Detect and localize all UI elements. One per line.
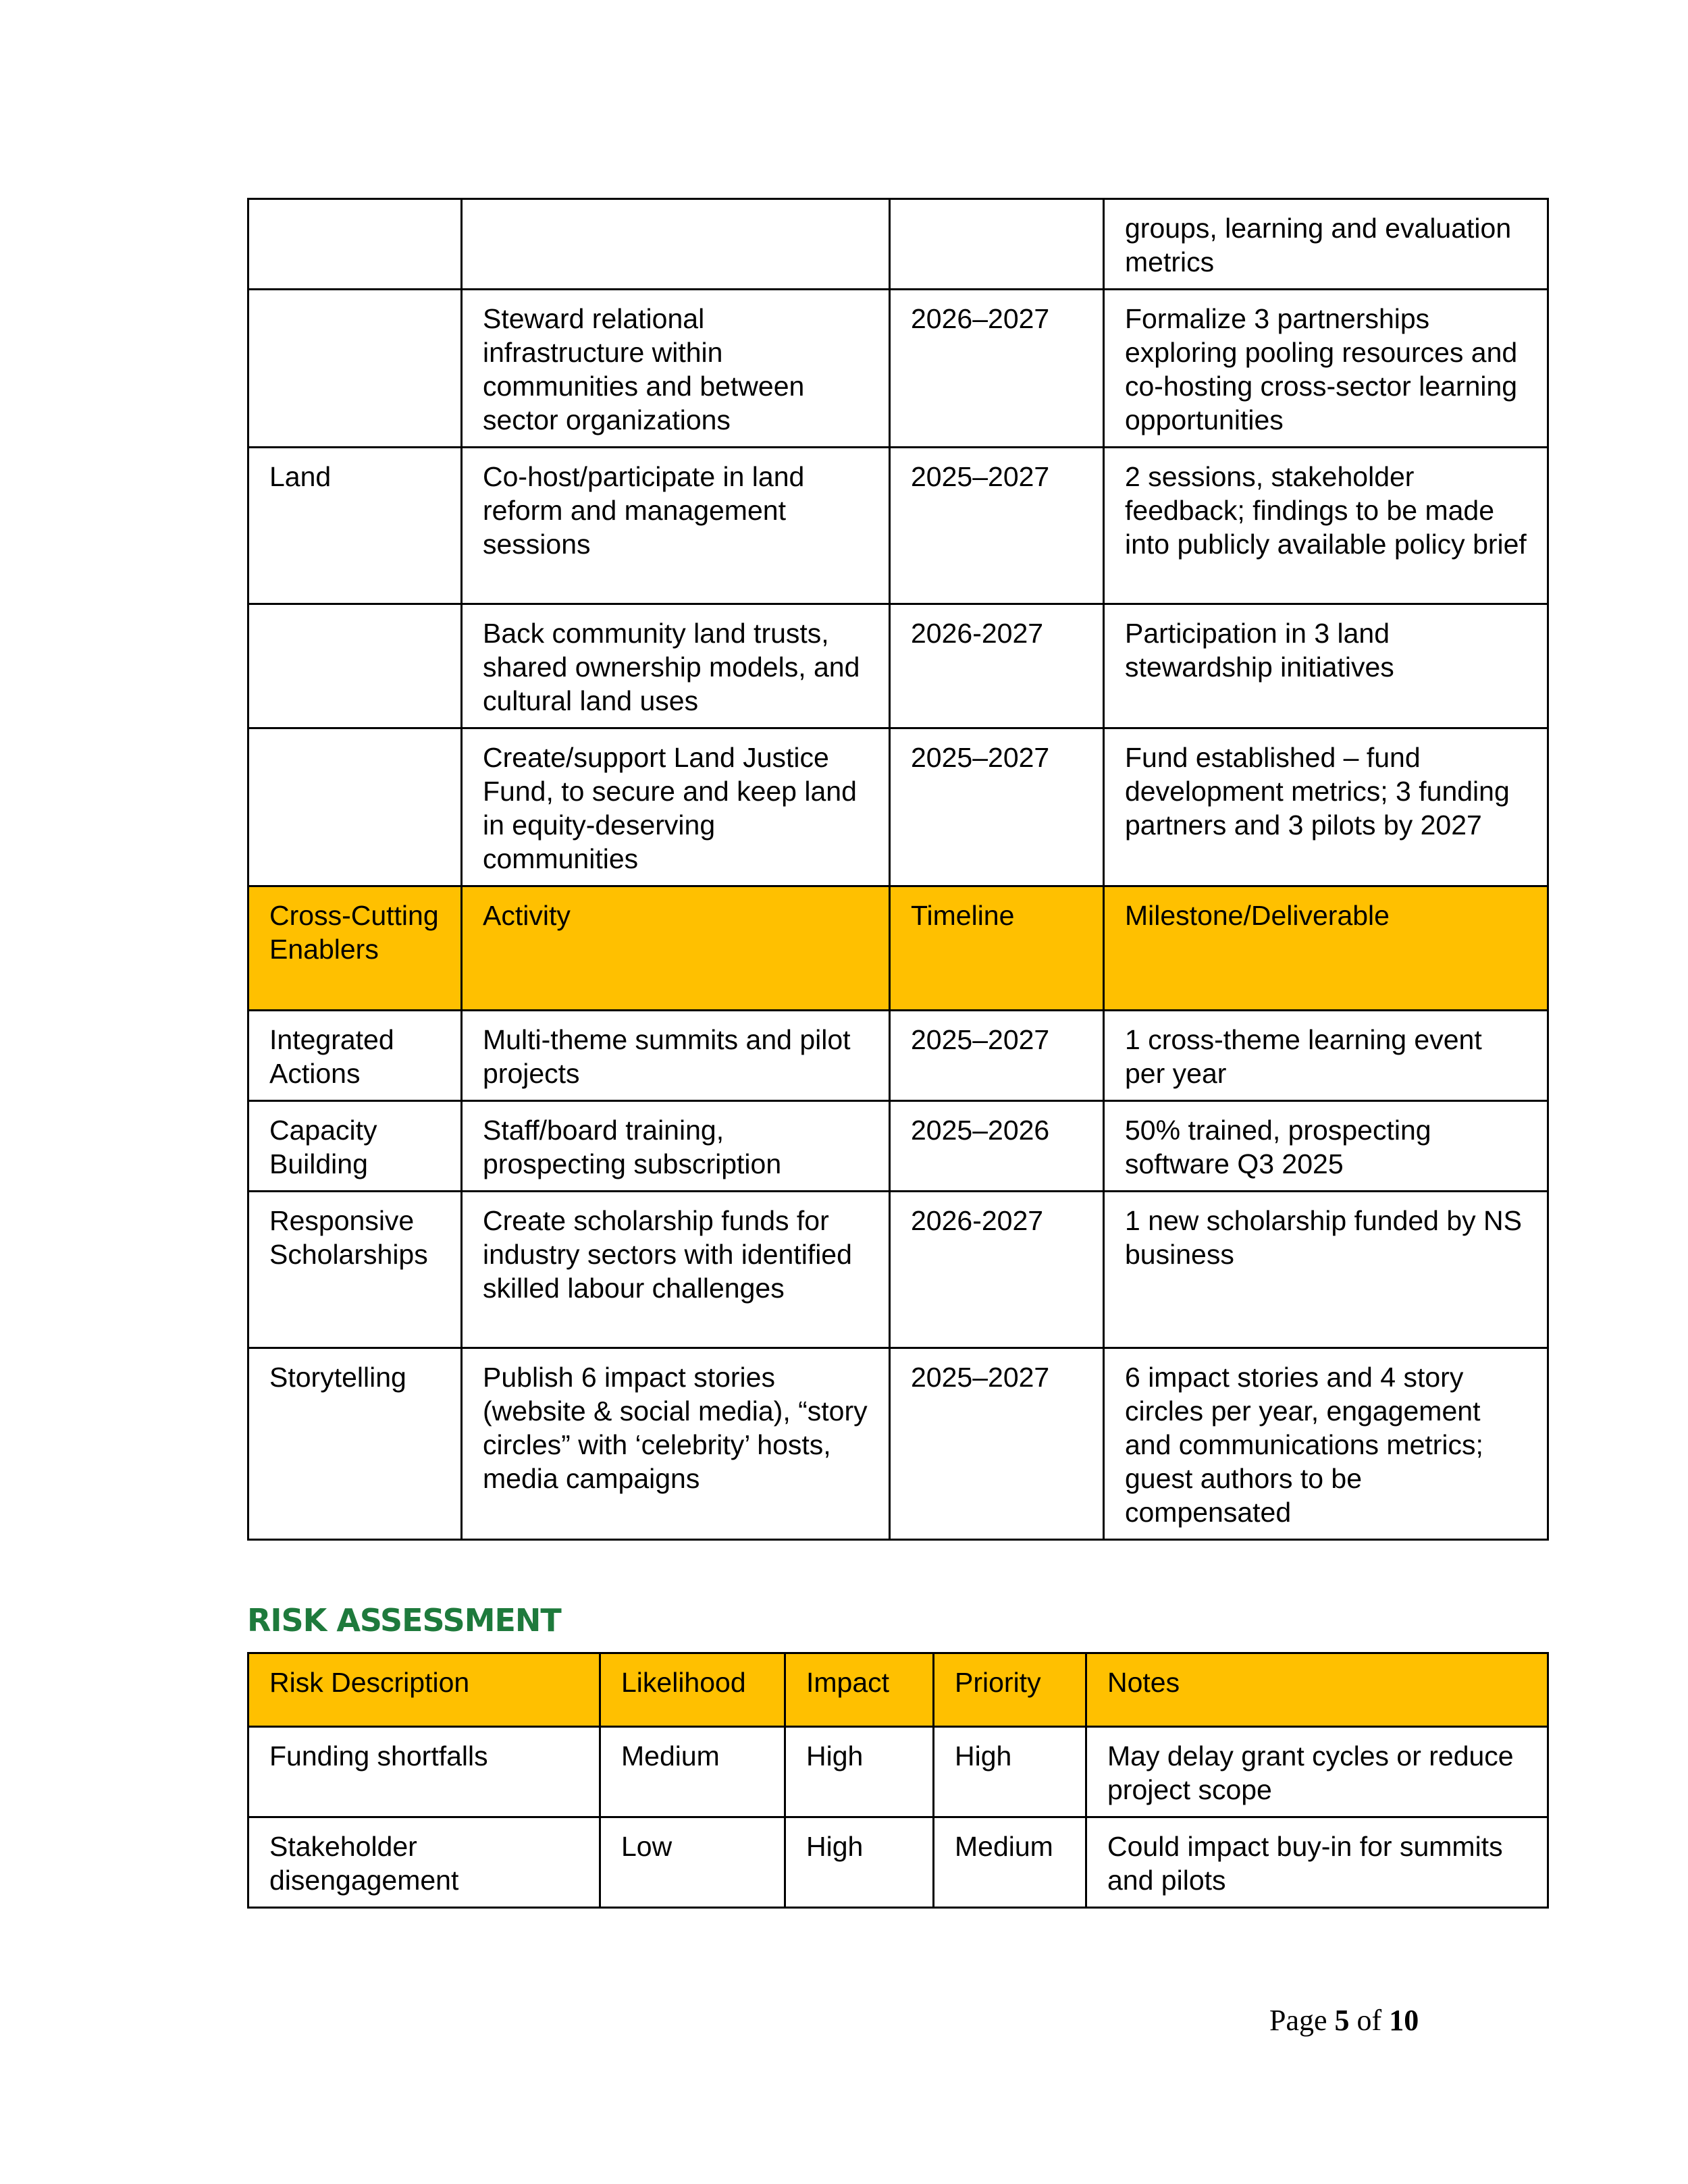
milestone-cell: groups, learning and evaluation metrics bbox=[1104, 199, 1548, 290]
activity-cell: Create scholarship funds for industry sectors with identified skilled labour challenges bbox=[462, 1192, 890, 1348]
table-row bbox=[248, 448, 1548, 604]
enablers-header-row bbox=[248, 886, 1548, 1011]
theme-cell: Land bbox=[248, 448, 462, 604]
timeline-cell bbox=[890, 199, 1104, 290]
timeline-cell: 2025–2026 bbox=[890, 1101, 1104, 1192]
page-label: Page bbox=[1269, 2004, 1327, 2037]
timeline-cell: 2026-2027 bbox=[890, 1192, 1104, 1348]
milestone-cell: 1 new scholarship funded by NS business bbox=[1104, 1192, 1548, 1348]
milestone-cell: 6 impact stories and 4 story circles per year, engagement and communications metrics; guest authors to be compensated bbox=[1104, 1348, 1548, 1540]
table-row bbox=[248, 1817, 1548, 1908]
activity-cell: Staff/board training, prospecting subscription bbox=[462, 1101, 890, 1192]
risk-notes-cell: May delay grant cycles or reduce project scope bbox=[1086, 1727, 1548, 1817]
table-row bbox=[248, 1348, 1548, 1540]
milestone-cell: Participation in 3 land stewardship initiatives bbox=[1104, 604, 1548, 728]
risk-likelihood-cell: Low bbox=[600, 1817, 785, 1908]
risk-header-description: Risk Description bbox=[248, 1653, 600, 1727]
table-row bbox=[248, 728, 1548, 886]
activity-cell: Back community land trusts, shared ownership models, and cultural land uses bbox=[462, 604, 890, 728]
theme-cell: Responsive Scholarships bbox=[248, 1192, 462, 1348]
timeline-cell: 2025–2027 bbox=[890, 1348, 1104, 1540]
risk-priority-cell: Medium bbox=[934, 1817, 1086, 1908]
enablers-header-theme: Cross-Cutting Enablers bbox=[248, 886, 462, 1011]
risk-impact-cell: High bbox=[785, 1817, 934, 1908]
timeline-cell: 2025–2027 bbox=[890, 728, 1104, 886]
theme-cell: Integrated Actions bbox=[248, 1011, 462, 1101]
milestone-cell: 2 sessions, stakeholder feedback; findings to be made into publicly available policy brief bbox=[1104, 448, 1548, 604]
timeline-cell: 2025–2027 bbox=[890, 448, 1104, 604]
risk-header-row bbox=[248, 1653, 1548, 1727]
activity-cell: Multi-theme summits and pilot projects bbox=[462, 1011, 890, 1101]
table-row bbox=[248, 1101, 1548, 1192]
timeline-cell: 2025–2027 bbox=[890, 1011, 1104, 1101]
activity-cell: Co-host/participate in land reform and management sessions bbox=[462, 448, 890, 604]
total-pages: 10 bbox=[1389, 2004, 1419, 2037]
theme-cell: Capacity Building bbox=[248, 1101, 462, 1192]
of-label: of bbox=[1356, 2004, 1382, 2037]
risk-header-impact: Impact bbox=[785, 1653, 934, 1727]
risk-table bbox=[247, 1652, 1549, 1909]
table-row bbox=[248, 604, 1548, 728]
enablers-header-activity: Activity bbox=[462, 886, 890, 1011]
risk-notes-cell: Could impact buy-in for summits and pilots bbox=[1086, 1817, 1548, 1908]
activity-cell: Steward relational infrastructure within communities and between sector organizations bbox=[462, 290, 890, 448]
plan-table bbox=[247, 198, 1549, 1541]
risk-likelihood-cell: Medium bbox=[600, 1727, 785, 1817]
table-row bbox=[248, 290, 1548, 448]
risk-priority-cell: High bbox=[934, 1727, 1086, 1817]
risk-description-cell: Stakeholder disengagement bbox=[248, 1817, 600, 1908]
theme-cell bbox=[248, 290, 462, 448]
theme-cell bbox=[248, 604, 462, 728]
risk-header-likelihood: Likelihood bbox=[600, 1653, 785, 1727]
enablers-header-timeline: Timeline bbox=[890, 886, 1104, 1011]
page-footer bbox=[1269, 2002, 1419, 2040]
enablers-header-milestone: Milestone/Deliverable bbox=[1104, 886, 1548, 1011]
risk-impact-cell: High bbox=[785, 1727, 934, 1817]
table-row bbox=[248, 1192, 1548, 1348]
theme-cell bbox=[248, 728, 462, 886]
milestone-cell: 50% trained, prospecting software Q3 2025 bbox=[1104, 1101, 1548, 1192]
table-row bbox=[248, 1011, 1548, 1101]
page-number: 5 bbox=[1334, 2004, 1350, 2037]
theme-cell: Storytelling bbox=[248, 1348, 462, 1540]
milestone-cell: Formalize 3 partnerships exploring pooling resources and co-hosting cross-sector learning opportunities bbox=[1104, 290, 1548, 448]
theme-cell bbox=[248, 199, 462, 290]
milestone-cell: 1 cross-theme learning event per year bbox=[1104, 1011, 1548, 1101]
risk-description-cell: Funding shortfalls bbox=[248, 1727, 600, 1817]
activity-cell bbox=[462, 199, 890, 290]
table-row bbox=[248, 199, 1548, 290]
activity-cell: Publish 6 impact stories (website & social media), “story circles” with ‘celebrity’ hosts, media campaigns bbox=[462, 1348, 890, 1540]
activity-cell: Create/support Land Justice Fund, to secure and keep land in equity-deserving communities bbox=[462, 728, 890, 886]
table-row bbox=[248, 1727, 1548, 1817]
timeline-cell: 2026–2027 bbox=[890, 290, 1104, 448]
milestone-cell: Fund established – fund development metrics; 3 funding partners and 3 pilots by 2027 bbox=[1104, 728, 1548, 886]
risk-header-priority: Priority bbox=[934, 1653, 1086, 1727]
timeline-cell: 2026-2027 bbox=[890, 604, 1104, 728]
risk-header-notes: Notes bbox=[1086, 1653, 1548, 1727]
risk-assessment-heading: RISK ASSESSMENT bbox=[247, 1602, 561, 1639]
